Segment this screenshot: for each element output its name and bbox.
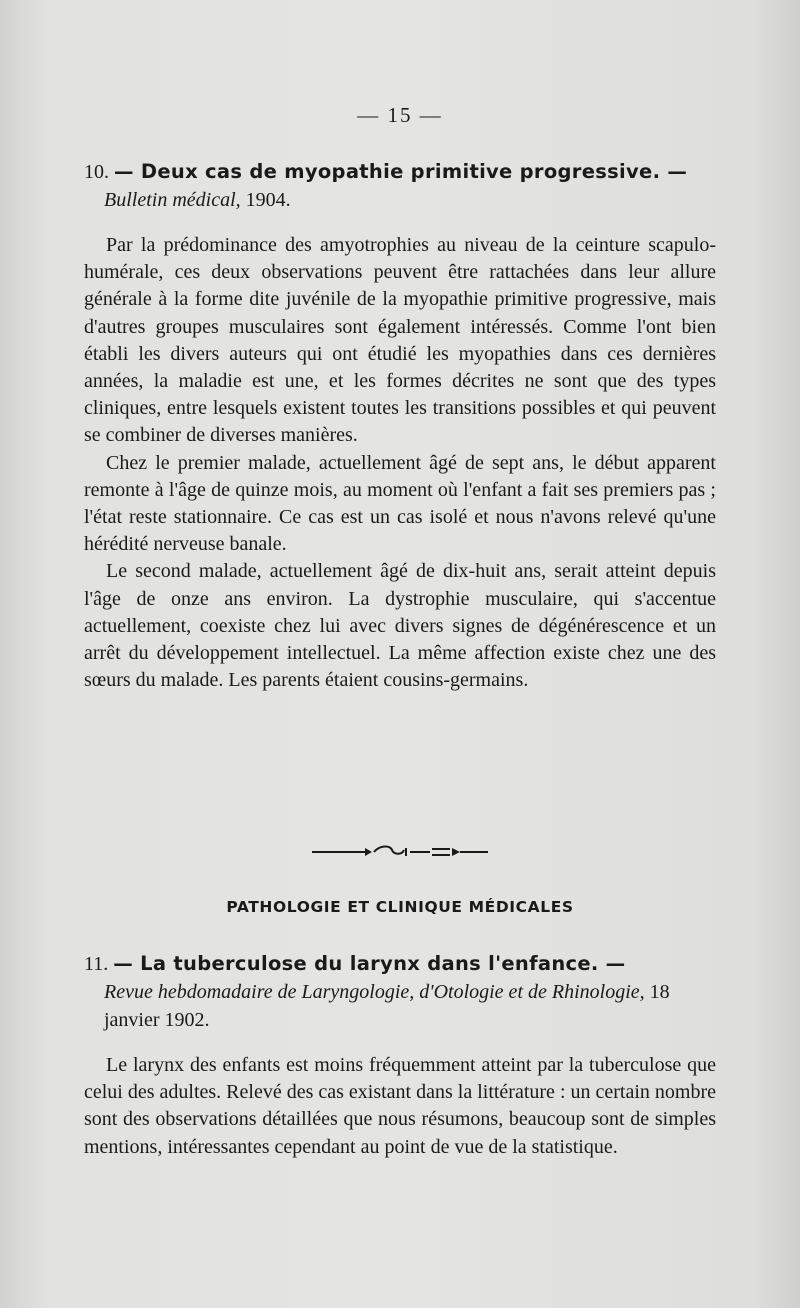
entry-11-body: [84, 1052, 716, 1161]
entry-11-heading: [84, 950, 724, 1034]
page-number: — 15 —: [357, 103, 443, 127]
paragraph: Chez le premier malade, actuellement âgé de sept ans, le début apparent remonte à l'âge de quinze mois, au moment où l'enfant a fait ses premiers pas ; l'état reste stationnaire. Ce cas est un cas isolé et nous n'avons relevé qu'une hérédité nerveuse banale.: [84, 451, 716, 556]
entry-10-heading: [84, 158, 724, 214]
decorative-rule-icon: [310, 842, 490, 862]
entry-source: Revue hebdomadaire de Laryngologie, d'Otologie et de Rhinologie,: [104, 981, 645, 1003]
entry-number: 11.: [84, 953, 109, 975]
paragraph: Le second malade, actuellement âgé de dix-huit ans, serait atteint depuis l'âge de onze ans environ. La dystrophie musculaire, qui s'accentue actuellement, coexiste chez lui avec divers signes de dégénérescence et un arrêt du développement intellectuel. La même affection existe chez une des sœurs du malade. Les parents étaient cousins-germains.: [84, 560, 716, 692]
entry-year: 1904.: [245, 189, 291, 211]
entry-title: — La tuberculose du larynx dans l'enfance. —: [113, 952, 626, 975]
entry-title: — Deux cas de myopathie primitive progressive. —: [114, 160, 688, 183]
entry-year: 18 janvier 1902.: [104, 981, 670, 1031]
entry-number: 10.: [84, 161, 109, 183]
paragraph: Par la prédominance des amyotrophies au niveau de la ceinture scapulo-humérale, ces deux observations peuvent être rattachées dans leur allure générale à la forme dite juvénile de la myopathie primitive progressive, mais d'autres groupes musculaires sont également intéressés. Comme l'ont bien établi les divers auteurs qui ont étudié les myopathies dans ces dernières années, la maladie est une, et les formes décrites ne sont que des types cliniques, entre lesquels existent toutes les transitions possibles et qui peuvent se combiner de diverses manières.: [84, 234, 716, 447]
section-heading: PATHOLOGIE ET CLINIQUE MÉDICALES: [226, 898, 574, 916]
entry-source: Bulletin médical,: [104, 189, 241, 211]
paragraph: Le larynx des enfants est moins fréquemment atteint par la tuberculose que celui des adultes. Relevé des cas existant dans la littérature : un certain nombre sont des observations détaillées que nous résumons, beaucoup sont de simples mentions, intéressantes cependant au point de vue de la statistique.: [84, 1054, 716, 1158]
entry-10-body: [84, 232, 716, 694]
